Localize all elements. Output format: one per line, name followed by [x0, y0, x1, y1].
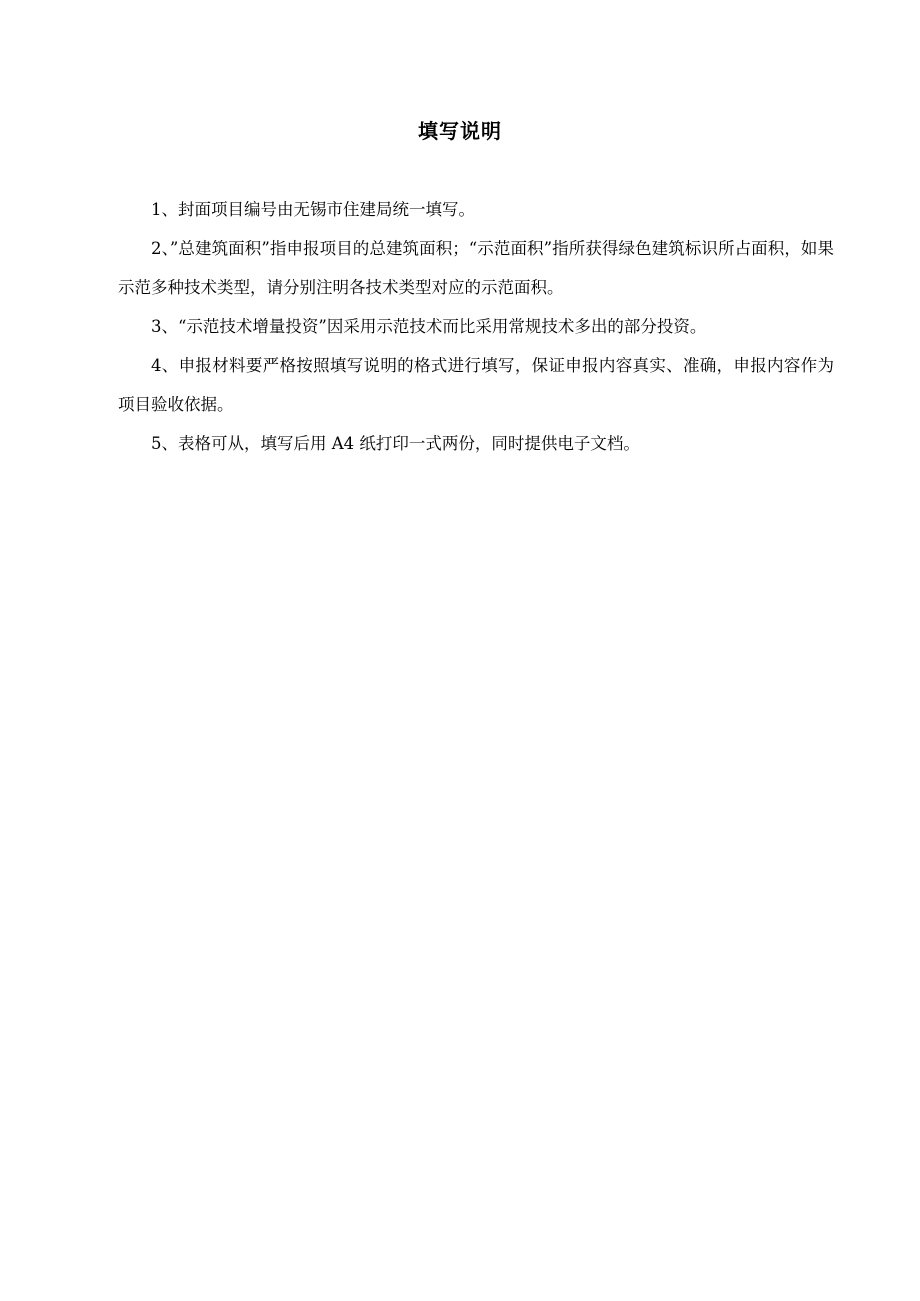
page-title: 填写说明: [418, 119, 502, 143]
instruction-item-5: 5、表格可从，填写后用 A4 纸打印一式两份，同时提供电子文档。: [151, 434, 640, 453]
instructions-body: [118, 190, 834, 463]
instruction-item-1: 1、封面项目编号由无锡市住建局统一填写。: [151, 200, 475, 219]
instruction-item-3: 3、“示范技术增量投资”因采用示范技术而比采用常规技术多出的部分投资。: [151, 317, 707, 336]
instruction-item-4: 4、申报材料要严格按照填写说明的格式进行填写，保证申报内容真实、准确，申报内容作为项目验收依据。: [118, 356, 834, 414]
instruction-item-2: 2、”总建筑面积”指申报项目的总建筑面积；“示范面积”指所获得绿色建筑标识所占面积，如果示范多种技术类型，请分别注明各技术类型对应的示范面积。: [118, 239, 834, 297]
